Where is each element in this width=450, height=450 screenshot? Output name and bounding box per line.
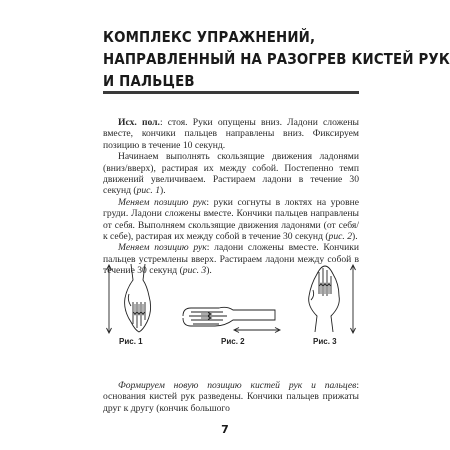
figure-3-label: Рис. 3	[313, 337, 337, 346]
paragraph-3: Меняем позицию рук: руки согнуты в локтях на уровне груди. Ладони сложены вместе. Кончики пальцев направлены от себя. Выполняем скользящие движения ладонями (от себя/к себе), растирая их между собой в течение 30 секунд (рис. 2).	[103, 196, 359, 243]
title-line-2: НАПРАВЛЕННЫЙ НА РАЗОГРЕВ КИСТЕЙ РУК	[103, 50, 450, 68]
figure-3-hands-up	[289, 262, 359, 334]
title-underline	[103, 91, 359, 94]
paragraph-1: Исх. пол.: стоя. Руки опущены вниз. Ладони сложены вместе, кончики пальцев направлены вниз. Фиксируем позицию в течение 10 секунд.	[103, 117, 359, 151]
figure-2-label: Рис. 2	[221, 337, 245, 346]
paragraph-2: Начинаем выполнять скользящие движения ладонями (вниз/вверх), растирая их между собой. Постепенно темп движений увеличиваем. Растираем ладони в течение 30 секунд (рис. 1).	[103, 151, 359, 197]
fig-ref: рис. 2	[328, 231, 352, 243]
fig-ref: рис. 1	[136, 185, 161, 197]
figure-1-hands-down	[103, 262, 173, 334]
title-line-3: И ПАЛЬЦЕВ	[103, 72, 195, 90]
page-number: 7	[221, 423, 229, 436]
figure-2-hands-horizontal	[175, 298, 285, 334]
paragraph-4: Меняем позицию рук: ладони сложены вместе. Кончики пальцев устремлены вверх. Растираем ладони между собой в течение 30 секунд (рис. 3).	[103, 242, 360, 277]
bottom-text	[103, 380, 359, 414]
fig-ref: рис. 3	[182, 265, 207, 277]
paragraph-5: Формируем новую позицию кистей рук и пальцев: основания кистей рук разведены. Кончики пальцев прижаты друг к другу (кончик большого	[103, 380, 359, 414]
figure-1-label: Рис. 1	[119, 337, 143, 346]
start-position-label: Исх. пол.	[118, 117, 160, 128]
chapter-title	[103, 26, 450, 92]
figures-row	[103, 262, 359, 352]
body-text	[103, 117, 359, 277]
title-line-1: КОМПЛЕКС УПРАЖНЕНИЙ,	[103, 28, 316, 46]
